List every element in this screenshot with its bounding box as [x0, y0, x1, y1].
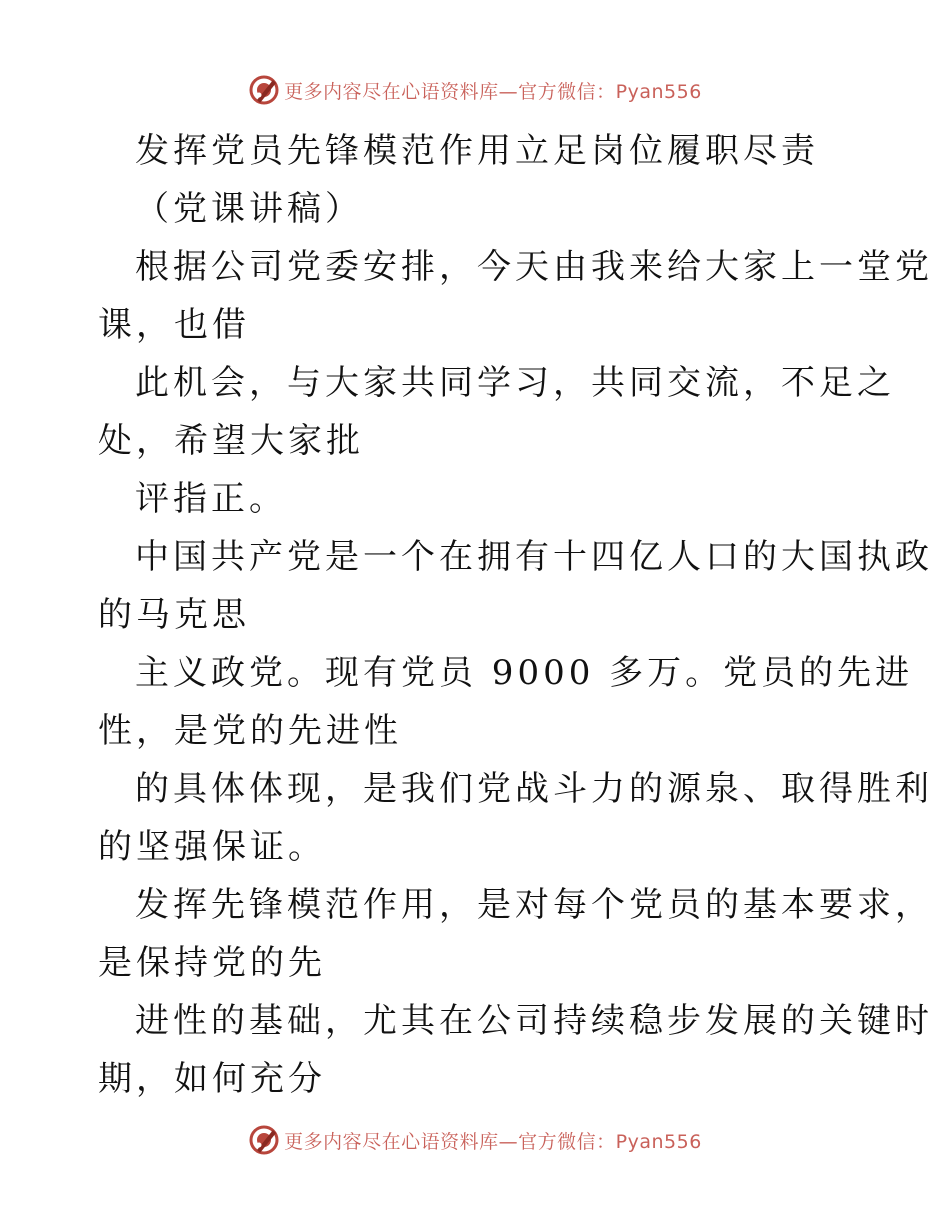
watermark-text: 更多内容尽在心语资料库—官方微信：Pyan556: [284, 1130, 702, 1153]
text-line: 的坚强保证。: [98, 827, 326, 867]
text-line: 根据公司党委安排，今天由我来给大家上一堂党: [135, 247, 933, 287]
text-line: 期，如何充分: [98, 1059, 326, 1099]
pen-logo-icon: [248, 74, 280, 106]
text-line: 中国共产党是一个在拥有十四亿人口的大国执政: [135, 537, 933, 577]
watermark-text: 更多内容尽在心语资料库—官方微信：Pyan556: [284, 80, 702, 103]
text-line: 此机会，与大家共同学习，共同交流，不足之: [135, 363, 895, 403]
pen-logo-icon: [248, 1124, 280, 1156]
text-line: 的具体体现，是我们党战斗力的源泉、取得胜利: [135, 769, 933, 809]
text-line: 进性的基础，尤其在公司持续稳步发展的关键时: [135, 1001, 933, 1041]
text-line: 发挥先锋模范作用，是对每个党员的基本要求，: [135, 885, 933, 925]
text-line: 发挥党员先锋模范作用立足岗位履职尽责: [135, 131, 819, 171]
text-line: 主义政党。现有党员 9000 多万。党员的先进: [135, 653, 914, 693]
document-body: [98, 122, 933, 1108]
footer-watermark: [0, 1120, 950, 1160]
header-watermark: [0, 70, 950, 110]
text-line: 的马克思: [98, 595, 250, 635]
text-line: 课，也借: [98, 305, 250, 345]
text-line: 处，希望大家批: [98, 421, 364, 461]
text-line: 评指正。: [135, 479, 287, 519]
text-line: 是保持党的先: [98, 943, 326, 983]
text-line: 性，是党的先进性: [98, 711, 402, 751]
text-line: （党课讲稿）: [135, 189, 363, 229]
